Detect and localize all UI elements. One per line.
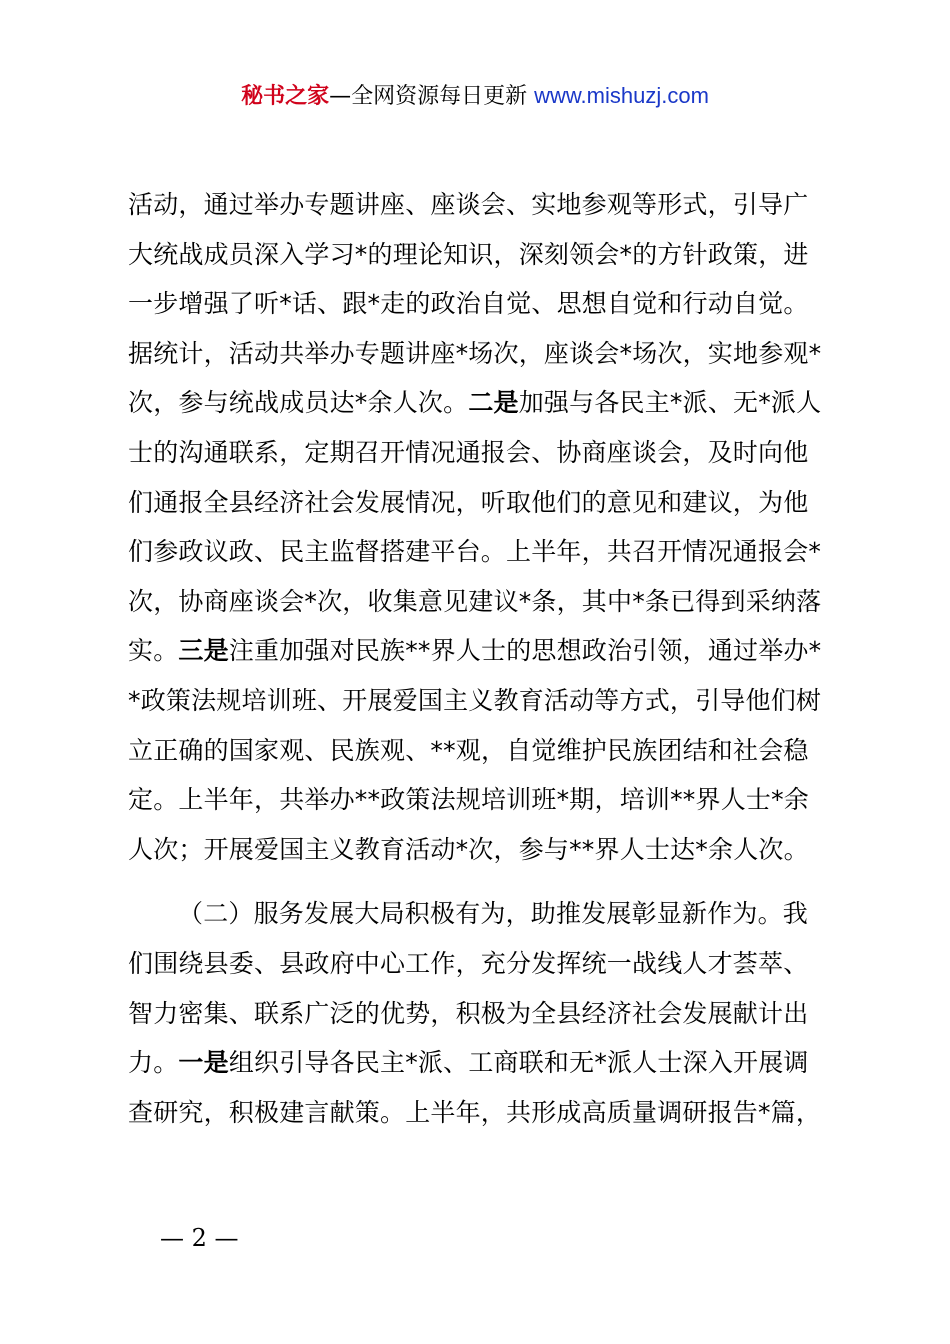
body-line <box>128 626 838 676</box>
body-line: 们围绕县委、县政府中心工作，充分发挥统一战线人才荟萃、 <box>128 948 809 978</box>
body-line: 们通报全县经济社会发展情况，听取他们的意见和建议，为他 <box>128 487 809 517</box>
site-header <box>0 78 950 115</box>
body-line: 据统计，活动共举办专题讲座*场次，座谈会*场次，实地参观* <box>128 338 822 368</box>
body-text-run: 次，参与统战成员达*余人次。 <box>128 388 469 418</box>
body-line: 查研究，积极建言献策。上半年，共形成高质量调研报告*篇， <box>128 1097 822 1127</box>
emphasis-label: 二是 <box>468 388 519 418</box>
body-line: 活动，通过举办专题讲座、座谈会、实地参观等形式，引导广 <box>128 190 809 219</box>
header-tagline: —全网资源每日更新 <box>329 84 528 109</box>
emphasis-label: 一是 <box>178 1048 229 1078</box>
body-line: 人次；开展爱国主义教育活动*次，参与**界人士达*余人次。 <box>128 834 809 864</box>
body-line: 立正确的国家观、民族观、**观，自觉维护民族团结和社会稳 <box>128 735 809 765</box>
brand-name: 秘书之家 <box>241 84 330 109</box>
body-line: 们参政议政、民主监督搭建平台。上半年，共召开情况通报会* <box>128 537 822 567</box>
paragraph-gap <box>128 874 838 889</box>
body-line: 一步增强了听*话、跟*走的政治自觉、思想自觉和行动自觉。 <box>128 289 809 319</box>
body-line: 士的沟通联系，定期召开情况通报会、协商座谈会，及时向他 <box>128 437 809 467</box>
body-text-run: 力。 <box>128 1048 179 1078</box>
body-line: 智力密集、联系广泛的优势，积极为全县经济社会发展献计出 <box>128 998 809 1028</box>
emphasis-label: 三是 <box>178 636 229 666</box>
body-line: 定。上半年，共举办**政策法规培训班*期，培训**界人士*余 <box>128 785 810 815</box>
page-number: — 2 — <box>160 1224 239 1252</box>
body-text-run: 加强与各民主*派、无*派人 <box>518 388 822 418</box>
body-text-run: 注重加强对民族**界人士的思想政治引领，通过举办* <box>228 636 822 666</box>
body-line <box>128 1038 838 1088</box>
body-line: *政策法规培训班、开展爱国主义教育活动等方式，引导他们树 <box>128 685 822 715</box>
site-url-link[interactable]: www.mishuzj.com <box>534 83 709 108</box>
body-line <box>128 378 838 428</box>
body-line: 次，协商座谈会*次，收集意见建议*条，其中*条已得到采纳落 <box>128 586 822 616</box>
body-line: 大统战成员深入学习*的理论知识，深刻领会*的方针政策，进 <box>128 239 809 269</box>
body-text-run: 组织引导各民主*派、工商联和无*派人士深入开展调 <box>228 1048 809 1078</box>
document-body <box>128 180 838 1137</box>
body-text-run: 实。 <box>128 636 179 666</box>
section-heading-line: （二）服务发展大局积极有为，助推发展彰显新作为。我 <box>178 899 809 929</box>
